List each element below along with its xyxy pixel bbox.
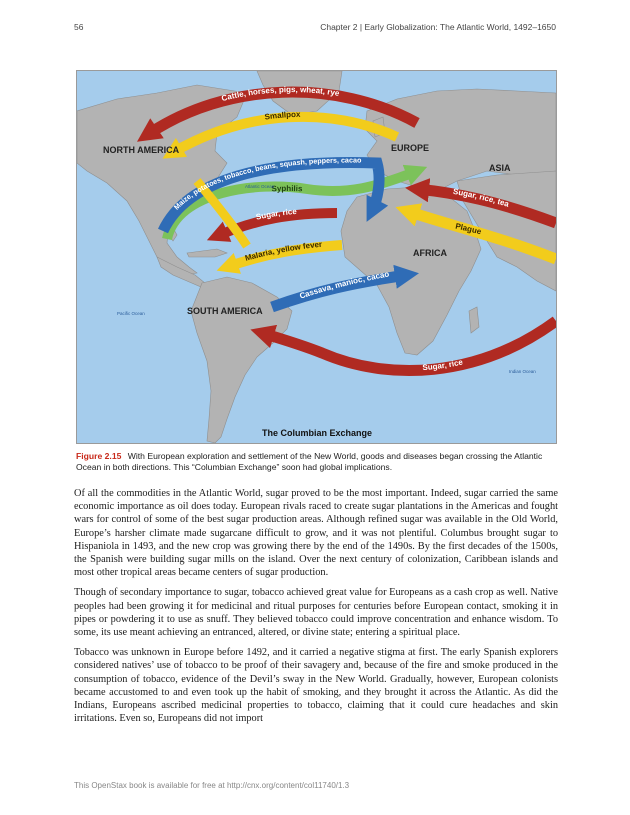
label-africa: AFRICA: [413, 248, 447, 258]
label-maize: Maize, potatoes, tobacco, beans, squash, peppers, cacao: [171, 155, 362, 212]
label-indian-ocean: Indian Ocean: [509, 369, 536, 374]
columbian-exchange-map: [76, 70, 557, 444]
paragraph: Though of secondary importance to sugar, tobacco achieved great value for Europeans as a cash crop as well. Native peoples had been growing it for medicinal and ritual purposes for centuries before European contact, smoking it in pipes or powdering it to use as snuff. They believed tobacco could improve concentration and enhance wisdom. To some, its use meant achieving an entranced, altered, or divine state; entering a spiritual place.: [74, 587, 558, 639]
madagascar: [469, 307, 479, 333]
figure-caption: [76, 451, 556, 473]
paragraph: Tobacco was unknown in Europe before 1492, and it carried a negative stigma at first. The early Spanish explorers considered natives’ use of tobacco to be proof of their savagery and, because of the fire and smoke produced in the consumption of tobacco, evidence of the Devil’s sway in the New World. Gradually, however, European colonists became accustomed to and even took up the habit of smoking, and they brought it across the Atlantic. As did the Indians, Europeans ascribed medicinal properties to tobacco, claiming that it could cure headaches and skin irritations. Even so, Europeans did not import: [74, 647, 558, 725]
label-sugar-rice-tea: Sugar, rice, tea: [452, 186, 511, 209]
figure-caption-text: With European exploration and settlement of the New World, goods and diseases began crossing the Atlantic Ocean in both directions. This “Columbian Exchange” soon had global implications.: [76, 451, 543, 472]
running-header: Chapter 2 | Early Globalization: The Atlantic World, 1492–1650: [320, 22, 556, 32]
label-sugar-rice-1: Sugar, rice: [255, 206, 298, 222]
map-title: The Columbian Exchange: [261, 428, 373, 438]
label-north-america: NORTH AMERICA: [103, 145, 180, 155]
paragraph: Of all the commodities in the Atlantic World, sugar proved to be the most important. Indeed, sugar carried the same economic importance as oil does today. European rivals raced to create sugar plantations in the Americas and fought wars for control of some of the best sugar production areas. Although refined sugar was available in the Old World, Europe’s harsher climate made sugarcane difficult to grow, and it was not plentiful. Columbus brought sugar to Hispaniola in 1493, and the new crop was growing there by the end of the 1490s. By the first decades of the 1500s, the Spanish were building sugar mills on the island. Over the next century of colonization, Caribbean islands and most other tropical areas became centers of sugar production.: [74, 488, 558, 579]
footer-note: This OpenStax book is available for free at http://cnx.org/content/col11740/1.3: [74, 781, 350, 790]
label-cattle: Cattle, horses, pigs, wheat, rye: [220, 85, 341, 104]
label-atlantic-ocean: Atlantic Ocean: [245, 184, 275, 189]
label-sugar-rice-2: Sugar, rice: [422, 357, 464, 373]
label-syphilis: Syphilis: [271, 183, 303, 194]
label-europe: EUROPE: [391, 143, 430, 153]
label-malaria: Malaria, yellow fever: [243, 239, 323, 263]
body-text: [74, 487, 558, 732]
label-plague: Plague: [454, 221, 483, 237]
label-cassava: Cassava, manioc, cacao: [298, 269, 390, 301]
label-pacific-ocean: Pacific Ocean: [117, 311, 145, 316]
label-south-america: SOUTH AMERICA: [187, 306, 263, 316]
label-asia: ASIA: [489, 163, 511, 173]
label-smallpox: Smallpox: [264, 109, 301, 122]
figure-label: Figure 2.15: [76, 451, 122, 461]
page-number: 56: [74, 22, 84, 32]
caribbean-islands: [187, 249, 227, 257]
